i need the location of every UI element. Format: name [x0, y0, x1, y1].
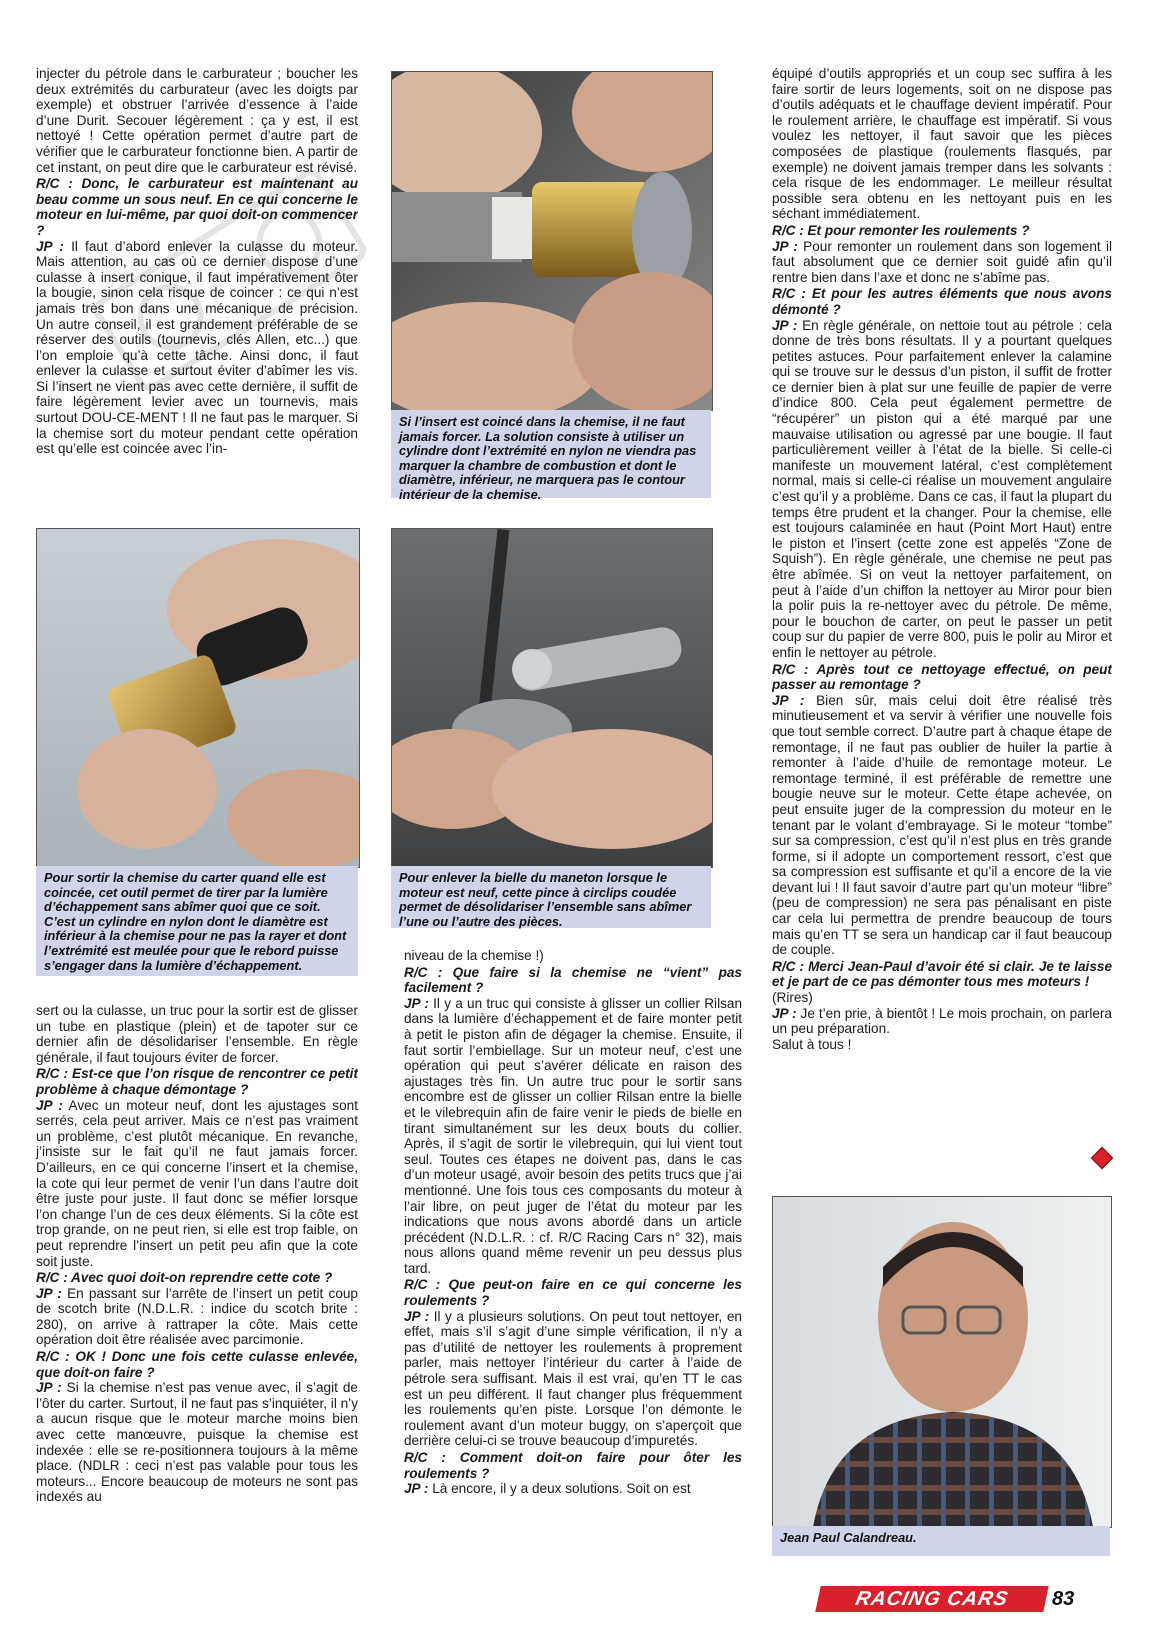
question: R/C : Et pour remonter les roulements ? [772, 222, 1030, 238]
paragraph: équipé d’outils appropriés et un coup sec suffira à les faire sortir de leurs logements, soit on ne dispose pas d’outils adéquats et le chauffage devient impératif. Pour le roulement arrière, le chauffage est impératif. Si vous voulez les nettoyer, il faut savoir que les pièces composées de plastique (roulements flasqués, par exemple) ne doivent jamais tremper dans les solvants : cela risque de les endommager. Le meilleur résultat possible sera obtenu en les nettoyant puis en les séchant immédiatement. [772, 66, 1112, 222]
speaker-label: JP : [36, 1285, 62, 1301]
speaker-label: JP : [36, 1097, 63, 1113]
caption-photo-2: Pour sortir la chemise du carter quand elle est coincée, cet outil permet de tirer par la lumière d’échappement sans abîmer quoi que ce soit. C’est un cylindre en nylon dont le diamètre est inférieur à la chemise pour ne pas la rayer et dont l’extrémité est meulée pour que le rebord puisse s’engager dans la lumière d’échappement. [36, 866, 358, 976]
question: R/C : Comment doit-on faire pour ôter les roulements ? [404, 1450, 742, 1481]
question: R/C : Après tout ce nettoyage effectué, on peut passer au remontage ? [772, 661, 1112, 693]
speaker-label: JP : [404, 1481, 429, 1497]
answer: JP : Pour remonter un roulement dans son logement il faut absolument que ce dernier soit guidé afin qu’il rentre bien dans l’axe et donc ne s’abîme pas. [772, 238, 1112, 285]
question: R/C : Et pour les autres éléments que nous avons démonté ? [772, 286, 1112, 317]
speaker-label: JP : [404, 1308, 430, 1324]
question: R/C : Avec quoi doit-on reprendre cette cote ? [36, 1270, 333, 1286]
magazine-logo: RACING CARS [815, 1586, 1049, 1612]
caption-photo-4: Jean Paul Calandreau. [772, 1526, 1110, 1556]
answer: JP : Il y a un truc qui consiste à glisser un collier Rilsan dans la lumière d’échappement et de faire monter petit à petit le piston afin de dégager la chemise. Ensuite, il faut sortir l’embiellage. Sur un moteur neuf, c’est une opération qui peut s’avérer délicate en raison des ajustages très fin. Un autre truc pour le sortir sans encombre est de glisser un collier Rilsan entre la bielle et le vilebrequin afin de faire venir le pieds de bielle en tirant simultanément sur les deux bouts du collier. Après, il s’agit de sortir le vilebrequin, qui lui vient tout seul. Toutes ces étapes ne doivent pas, dans le cas d’un moteur usagé, avoir besoin des petits trucs que j’ai mentionné. Une fois tous ces composants du moteur à l’air libre, on peut juger de l’état du moteur par les indications que nous avons abordé dans un article précédent (N.D.L.R. : cf. R/C Racing Cars n° 32), mais nous allons quand même revenir un peu dessus plus tard. [404, 995, 742, 1276]
speaker-label: JP : [404, 995, 429, 1011]
answer: JP : Si la chemise n’est pas venue avec, il s’agit de l’ôter du carter. Surtout, il ne faut pas s’inquiéter, il n’y a aucun risque que le moteur marche moins bien avec cette manœuvre, puisque la chemise est indexée : elle se re-positionnera toujours à la même place. (NDLR : ceci n’est pas valable pour tous les moteurs... Encore beaucoup de moteurs ne sont pas indexés au [36, 1380, 358, 1505]
answer: JP : Bien sûr, mais celui doit être réalisé très minutieusement et va servir à vérifier une nouvelle fois que tout semble correct. D’autre part à chaque étape de remontage, il ne faut pas oublier de huiler la partie à remonter à l’aide d’huile de remontage moteur. Le remontage terminé, il est préférable de remettre une bougie neuve sur le moteur. Cette étape achevée, on peut ensuite juger de la compression du moteur en le tenant par le volant d’embrayage. Si le moteur “tombe” sur sa compression, c’est qu’il n’est plus en très grande forme, si il adopte un comportement ressort, c’est que sa compression est suffisante et qu’il a encore de la vie devant lui ! Il faut savoir d’autre part qu’un moteur “libre” (peu de compression) ne sera pas pénalisant en piste car cela lui permettra de prendre beaucoup de tours mais qu’en TT se sera un handicap car il faut beaucoup de couple. [772, 692, 1112, 958]
speaker-label: JP : [772, 692, 805, 708]
paragraph: niveau de la chemise !) [404, 948, 544, 963]
question: R/C : Que faire si la chemise ne “vient” pas facilement ? [404, 964, 742, 996]
column-1-top [36, 66, 358, 486]
question: R/C : OK ! Donc une fois cette culasse enlevée, que doit-on faire ? [36, 1349, 358, 1380]
answer: JP : Il y a plusieurs solutions. On peut tout nettoyer, en effet, mais s’il s’agit d’une simple vérification, il n’y a pas d’utilité de nettoyer les roulements à proprement parler, mais nettoyer l’intérieur du carter à l’aide de pétrole sera suffisant. Mais il est vrai, qu’en TT le cas est un peu différent. Il faut changer plus fréquemment les roulements qu’en piste. Lorsque l’on démonte le roulement avant d’un moteur buggy, on s’aperçoit que derrière celui-ci se trouve beaucoup d’impuretés. [404, 1308, 742, 1449]
speaker-label: JP : [36, 1380, 62, 1396]
question: R/C : Merci Jean-Paul d’avoir été si clair. Je te laisse et je part de ce pas démonter tous mes moteurs ! [772, 958, 1112, 990]
question: R/C : Donc, le carburateur est maintenant au beau comme un sous neuf. En ce qui concerne le moteur en lui-même, par quoi doit-on commencer ? [36, 176, 358, 238]
answer: JP : En règle générale, on nettoie tout au pétrole : cela donne de très bons résultats. Il y a pourtant quelques petites astuces. Pour parfaitement enlever la calamine qui se trouve sur le dessus d’un piston, il suffit de frotter ce dernier bien à plat sur une feuille de papier de verre d’indice 800. Cela peut également permettre de “récupérer” un piston qui a été marqué par une mauvaise utilisation ou agressé par une bougie. Il faut particulièrement veiller à l’état de la bielle. Si celle-ci manifeste un mouvement latéral, c’est complètement normal, mais si celle-ci réalise un mouvement angulaire c’est qu’il y a problème. Dans ce cas, il faut la plupart du temps être prudent et la changer. Pour la chemise, elle est toujours calaminée en haut (Point Mort Haut) entre le piston et l’insert (cette zone est appelés “Zone de Squish”). En règle générale, une chemise ne peut pas être abîmée. Si on veut la nettoyer parfaitement, on peut à l’aide d’un chiffon la nettoyer au Miror pour bien la polir puis la re-nettoyer avec du pétrole. De même, pour le bouchon de carter, on peut le passer un petit coup sur du papier de verre 800, puis le polir au Miror et enfin le nettoyer au pétrole. [772, 317, 1112, 660]
photo-insert-cylinder [391, 71, 713, 411]
column-2-bottom [404, 948, 742, 1588]
paragraph: sert ou la culasse, un truc pour la sortir est de glisser un tube en plastique (plein) et de tapoter sur ce dernier afin de désolidariser l’ensemble. En règle générale, il faut toujours éviter de forcer. [36, 1003, 358, 1065]
column-1-bottom [36, 1003, 358, 1585]
speaker-label: JP : [36, 238, 64, 254]
paragraph: Salut à tous ! [772, 1036, 852, 1052]
speaker-label: JP : [772, 317, 798, 333]
photo-liner-tool [36, 528, 360, 868]
answer: JP : En passant sur l’arrête de l’insert un petit coup de scotch brite (N.D.L.R. : indice du scotch brite : 280), on arrive à rattraper la côte. Mais cette opération doit être réalisée avec parcimonie. [36, 1285, 358, 1348]
caption-photo-1: Si l’insert est coincé dans la chemise, il ne faut jamais forcer. La solution consiste à utiliser un cylindre dont l’extrémité en nylon ne viendra pas marquer la chambre de combustion et dont le diamètre, inférieur, ne marquera pas le contour intérieur de la chemise. [391, 410, 711, 498]
answer: JP : Je t’en prie, à bientôt ! Le mois prochain, on parlera un peu préparation. [772, 1005, 1112, 1037]
caption-photo-3: Pour enlever la bielle du maneton lorsque le moteur est neuf, cette pince à circlips coudée permet de désolidariser l’ensemble sans abîmer l’une ou l’autre des pièces. [391, 866, 711, 928]
photo-portrait [772, 1196, 1112, 1528]
question: R/C : Que peut-on faire en ce qui concerne les roulements ? [404, 1277, 742, 1309]
page-number: 83 [1052, 1588, 1075, 1610]
question: R/C : Est-ce que l’on risque de rencontrer ce petit problème à chaque démontage ? [36, 1066, 358, 1097]
answer: JP : Là encore, il y a deux solutions. Soit on est [404, 1481, 691, 1497]
column-3 [772, 66, 1112, 1176]
answer: JP : Il faut d’abord enlever la culasse du moteur. Mais attention, au cas où ce dernier dispose d’une culasse à insert conique, il faut impérativement ôter la bougie, sinon cela risque de coincer : ce qui n’est jamais très bon dans une mécanique de précision. Un autre conseil, il est grandement préférable de se réserver des outils (tournevis, clés Allen, etc...) que l’on emploie qu’à cette tâche. Ainsi donc, il faut enlever la culasse et surtout éviter d’abîmer les vis. Si l’insert ne vient pas avec cette dernière, il suffit de faire légèrement levier avec un tournevis, mais surtout DOU-CE-MENT ! Il ne faut pas le marquer. Si la chemise sort du moteur pendant cette opération est qu’elle est coincée avec l’in- [36, 238, 358, 457]
page-footer [818, 1586, 1096, 1612]
speaker-label: JP : [772, 1005, 797, 1021]
answer: JP : Avec un moteur neuf, dont les ajustages sont serrés, cela peut arriver. Mais ce n’est pas vraiment un problème, c’est plutôt mécanique. En revanche, j’insiste sur le fait qu’il ne faut jamais forcer. D’ailleurs, en ce qui concerne l’insert et la chemise, la cote qui leur permet de venir l’un dans l’autre doit être juste pour juste. Il faut donc se méfier lorsque l’on change l’un de ces deux éléments. Si la côte est trop grande, on ne peut rien, si elle est trop faible, on peut reprendre l’insert un petit peu afin que la cote soit juste. [36, 1097, 358, 1269]
photo-conrod-pliers [391, 528, 713, 868]
paragraph: injecter du pétrole dans le carburateur ; boucher les deux extrémités du carburateur (avec les doigts par exemple) et obstruer l’arrivée d’essence à l’aide d’une Durit. Secouer légèrement : ça y est, il est nettoyé ! Cette opération permet d’autre part de vérifier que le carburateur fonctionne bien. A partir de cet instant, on peut dire que le carburateur est révisé. [36, 66, 358, 175]
speaker-label: JP : [772, 238, 798, 254]
paragraph: (Rires) [772, 990, 813, 1006]
